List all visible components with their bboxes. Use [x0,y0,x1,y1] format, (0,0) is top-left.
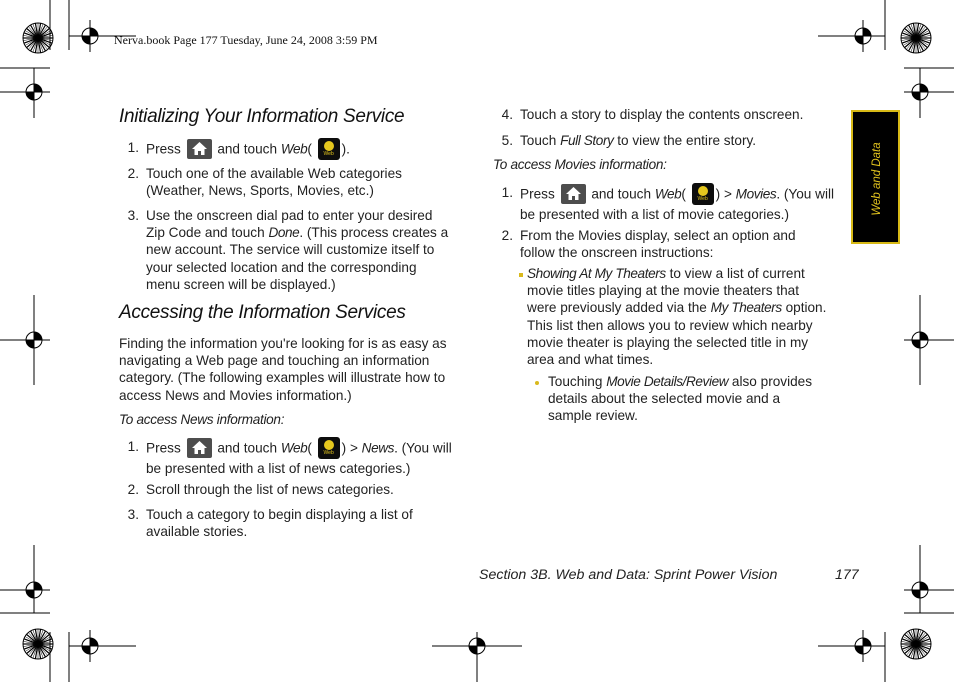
step-number: 3. [127,208,139,223]
side-tab-label: Web and Data [871,142,883,216]
section-title-initializing: Initializing Your Information Service [119,106,405,127]
web-globe-icon: Web [692,183,714,205]
sub-bullet-text: Touching Movie Details/Review also provides details about the selected movie and a sample review. [548,374,813,424]
step-text: Press and touch Web( Web ) > News. (You will be presented with a list of news categories.) [146,438,452,477]
step-text: Touch one of the available Web categories (Weather, News, Sports, Movies, etc.) [146,166,402,199]
bullet-square [519,273,523,277]
news-label: News [361,440,395,456]
step-text: Touch a category to begin displaying a list of available stories. [146,507,413,540]
showing-at-my-theaters-label: Showing At My Theaters [527,266,666,281]
done-label: Done [268,225,300,241]
step-text: Use the onscreen dial pad to enter your desired Zip Code and touch Done. (This process creates a new account. The service will customize itself to your selected location and the corresponding menu screen will be displayed.) [146,208,449,292]
intro-paragraph: Finding the information you're looking for is as easy as navigating a Web page and touching an information category. (The following examples will illustrate how to access News and Movies information.) [119,336,447,403]
step-number: 5. [501,133,513,148]
step-text: From the Movies display, select an option and follow the onscreen instructions: [520,228,796,261]
page-number: 177 [835,567,859,583]
step-number: 2. [501,228,513,243]
home-icon [187,438,212,458]
step-number: 1. [127,140,139,155]
step-text: Press and touch Web( Web ) > Movies. (You will be presented with a list of movie categories.) [520,184,834,223]
full-story-label: Full Story [560,133,614,148]
page-header-info: Nerva.book Page 177 Tuesday, June 24, 2008 3:59 PM [114,33,378,47]
bullet-text: Showing At My Theaters to view a list of current movie titles playing at the movie theaters that were previously added via the My Theaters option. This list then allows you to review which nearby movie theater is playing the selected title in my area and what times. [527,266,827,368]
step-text: Scroll through the list of news categories. [146,482,394,497]
web-label: Web [654,186,682,202]
step-text: Touch a story to display the contents onscreen. [520,107,804,122]
step-text: Touch Full Story to view the entire story. [520,133,757,148]
web-globe-icon: Web [318,437,340,459]
step-number: 4. [501,107,513,122]
step-text: and touch [217,141,278,157]
home-icon [561,184,586,204]
step-number: 2. [127,166,139,181]
step-press-home-web: Press and touch Web( Web ). [146,139,350,161]
web-globe-icon: Web [318,138,340,160]
step-number: 3. [127,507,139,522]
section-title-accessing: Accessing the Information Services [119,302,406,323]
step-text: Press [146,141,181,157]
web-label: Web [280,141,308,157]
step-number: 1. [127,439,139,454]
step-number: 1. [501,185,513,200]
home-icon [187,139,212,159]
movie-details-review-label: Movie Details/Review [606,374,729,389]
news-heading: To access News information: [119,412,285,427]
my-theaters-label: My Theaters [710,300,782,316]
web-label: Web [280,440,308,456]
section-side-tab [851,110,900,244]
movies-heading: To access Movies information: [493,157,667,172]
step-number: 2. [127,482,139,497]
bullet-dot [535,381,539,385]
footer-section-title: Section 3B. Web and Data: Sprint Power Vision [479,567,778,583]
movies-label: Movies [735,186,777,202]
